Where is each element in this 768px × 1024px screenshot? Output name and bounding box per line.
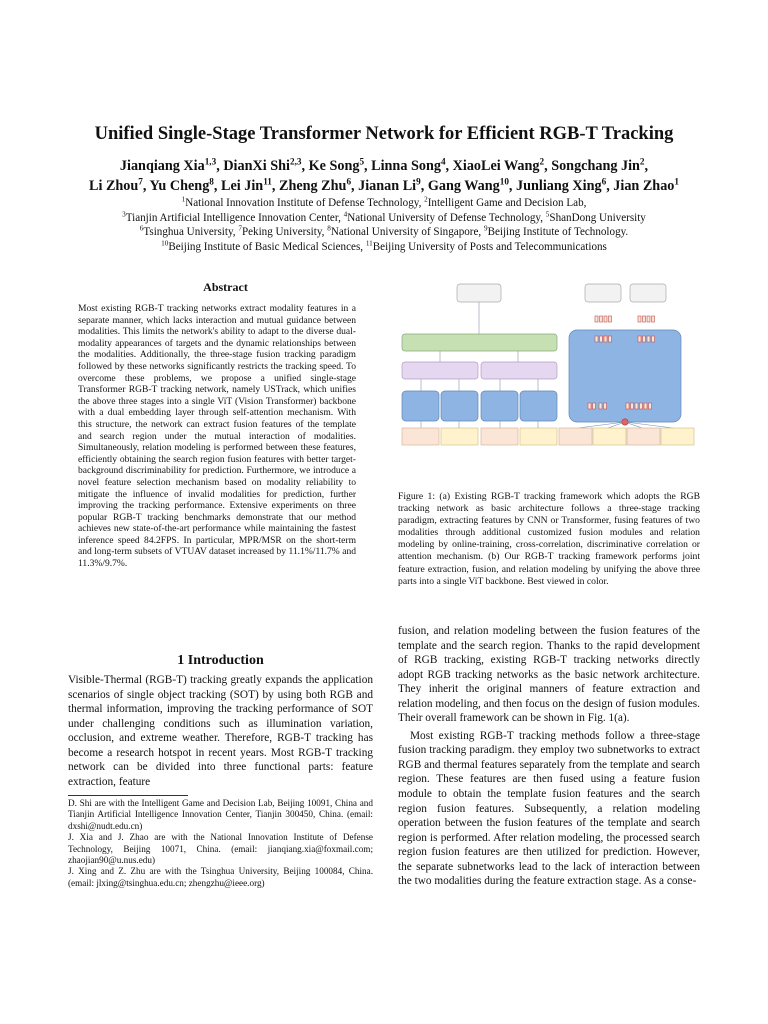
- input-image: [481, 428, 518, 445]
- affiliation-mark: 5: [545, 209, 550, 218]
- author-affiliation-mark: 1: [674, 176, 679, 187]
- introduction-text: Visible-Thermal (RGB-T) tracking greatly expands the application scenarios of single object tracking (SOT) by using both RGB and thermal information, improving the tracking performance of SOT under challenging conditions such as illumination variation, occlusion, and extreme weather. Therefore, RGB-T tracking has become a research hotspot in recent years. Most RGB-T tracking network can be divided into three functional parts: feature extraction, feature: [68, 674, 373, 788]
- affiliation-mark: 10: [161, 238, 169, 247]
- affiliation-name: National University of Defense Technology,: [347, 211, 546, 224]
- left-framework: [402, 284, 557, 445]
- footnote: D. Shi are with the Intelligent Game and Decision Lab, Beijing 10091, China and Tianjin Artificial Intelligence Innovation Center, Tianjin 300450, China. (email: dxshi@nudt.edu.cn): [68, 798, 373, 831]
- affiliation-name: Tsinghua University,: [143, 226, 239, 238]
- affiliation-name: Intelligent Game and Decision Lab,: [427, 197, 587, 209]
- author-name: Jianan Li: [358, 178, 417, 194]
- input-image: [593, 428, 626, 445]
- affiliation-name: Peking University,: [241, 226, 328, 238]
- affiliation-line-2: [30, 211, 738, 226]
- paragraph: fusion, and relation modeling between the fusion features of the template and the search region. Thanks to the rapid development of RGB tracking, existing RGB-T tracking networks directly adopt RGB tracking networks as the basic network architecture. They inherit the original manners of feature extraction and relation modeling, and then focus on the design of fusion modules. Their overall framework can be shown in Fig. 1(a).: [398, 625, 700, 725]
- author-affiliation-mark: 1,3: [204, 156, 217, 167]
- author-name: Linna Song: [371, 158, 441, 174]
- affiliation-mark: 3: [122, 209, 126, 218]
- author-affiliation-mark: 7: [138, 176, 143, 187]
- backbone-block: [402, 391, 439, 421]
- affiliation-line-1: [30, 196, 738, 211]
- vit-backbone-block: [569, 330, 681, 422]
- backbone-block: [481, 391, 518, 421]
- author-name: DianXi Shi: [223, 158, 290, 174]
- input-image: [559, 428, 592, 445]
- author-name: Lei Jin: [221, 178, 264, 194]
- paragraph: Most existing RGB-T tracking methods follow a three-stage fusion tracking paradigm. they employ two subnetworks to extract RGB and thermal features separately from the template and search region. These features are then fused using a feature fusion module to obtain the template fusion features and the search region fusion features. Subsequently, a relation modeling operation between the fusion features of the template and search region is performed. After relation modeling, the processed search region fusion features are then utilized for prediction. However, the separate subnetworks lead to the lack of interaction between the two modalities during the feature extraction stage. As a conse-: [398, 729, 700, 888]
- author-affiliation-mark: 2: [539, 156, 545, 167]
- author-name: Zheng Zhu: [279, 178, 347, 194]
- selected-tokens: [595, 316, 655, 322]
- backbone-block: [441, 391, 478, 421]
- relation-modeling-block: [402, 334, 557, 351]
- affiliation-mark: 9: [483, 224, 488, 233]
- output-box: [457, 284, 501, 302]
- affiliation-mark: 8: [327, 224, 331, 233]
- affiliation-name: National University of Singapore,: [330, 226, 484, 238]
- figure-1-diagram: [392, 276, 700, 451]
- author-affiliation-mark: 5: [359, 156, 365, 167]
- output-box: [585, 284, 621, 302]
- affiliations: [30, 196, 738, 254]
- input-image: [661, 428, 694, 445]
- embedding-node: [622, 419, 628, 425]
- affiliation-name: Beijing Institute of Technology.: [487, 226, 629, 238]
- affiliation-mark: 1: [181, 195, 186, 204]
- fusion-module-block: [481, 362, 557, 379]
- author-affiliation-mark: 4: [440, 156, 446, 167]
- abstract-text: Most existing RGB-T tracking networks extract modality features in a separate manner, which lacks interaction and mutual guidance between modalities. This limits the network's ability to adapt to the diverse dual-modality appearances of targets and the dynamic relationships between the modalities. Additionally, the three-stage fusion tracking paradigm followed by these networks significantly restricts the tracking speed. To overcome these problems, we propose a unified single-stage Transformer RGB-T tracking network, namely USTrack, which unifies the above three stages into a single ViT (Vision Transformer) backbone with a dual embedding layer through self-attention mechanism. With this structure, the network can extract fusion features of the template and search region under the mutual interaction of modalities. Simultaneously, relation modeling is performed between these features, efficiently obtaining the search region fusion features with better target-background discriminability for prediction. Furthermore, we introduce a novel feature selection mechanism based on modality reliability to mitigate the influence of invalid modalities for prediction, further improving the tracking performance. Extensive experiments on three popular RGB-T tracking benchmarks demonstrate that our method achieves new state-of-the-art performance while maintaining the fastest inference speed 84.2FPS. In particular, MPR/MSR on the short-term and long-term subsets of VTUAV dataset increased by 11.1%/11.7% and 11.3%/9.7%.: [78, 303, 356, 570]
- author-affiliation-mark: 6: [601, 176, 607, 187]
- author-name: Li Zhou: [89, 178, 139, 194]
- input-image: [627, 428, 660, 445]
- affiliation-mark: 7: [238, 224, 242, 233]
- abstract-heading: Abstract: [203, 280, 248, 294]
- affiliation-mark: 11: [365, 238, 373, 247]
- author-name: Gang Wang: [427, 178, 500, 194]
- footnotes: [68, 798, 373, 889]
- affiliation-mark: 2: [424, 195, 428, 204]
- backbone-block: [520, 391, 557, 421]
- author-list: [40, 156, 728, 196]
- author-name: Jian Zhao: [613, 178, 675, 194]
- section-heading-introduction: 1 Introduction: [177, 653, 264, 668]
- fusion-module-block: [402, 362, 478, 379]
- author-affiliation-mark: 11: [263, 176, 272, 187]
- abstract-heading-wrap: [78, 280, 373, 305]
- author-affiliation-mark: 8: [209, 176, 214, 187]
- author-line-2: Li Zhou$^7$, Yu Cheng$^8$, Lei Jin$^{11}$, Zheng Zhu$^6$, Jianan Li$^9$, Gang Wang$^{10}$, Junliang Xing$^6$, Jian Zhao$^1$: [89, 176, 679, 194]
- affiliation-name: Tianjin Artificial Intelligence Innovation Center,: [125, 211, 344, 224]
- output-box: [630, 284, 666, 302]
- input-image: [402, 428, 439, 445]
- author-name: Junliang Xing: [516, 178, 602, 194]
- affiliation-line-4: [30, 240, 738, 255]
- paper-title: Unified Single-Stage Transformer Network for Efficient RGB-T Tracking: [94, 124, 674, 144]
- figure-1-caption: Figure 1: (a) Existing RGB-T tracking framework which adopts the RGB tracking network as basic architecture follows a three-stage tracking paradigm, extracting features by CNN or Transformer, fusing features of two modalities through additional customized fusion modules and relation modeling by online-training, cross-correlation, discriminative correlation or attention mechanism. (b) Our RGB-T tracking framework performs joint feature extraction, fusion, and relation modeling by unifying the above three parts into a single ViT backbone. Best viewed in color.: [398, 491, 700, 587]
- author-affiliation-mark: 10: [499, 176, 509, 187]
- footnote: J. Xia and J. Zhao are with the National Innovation Institute of Defense Technology, Beijing 10071, China. (email: jianqiang.xia@foxmail.com; zhaojian90@u.nus.edu): [68, 832, 373, 866]
- author-name: Yu Cheng: [149, 178, 210, 194]
- footnote-divider: [68, 795, 188, 796]
- affiliation-name: Beijing Institute of Basic Medical Sciences,: [168, 240, 366, 253]
- input-image: [441, 428, 478, 445]
- right-column-text: [398, 624, 700, 889]
- author-affiliation-mark: 2,3: [289, 156, 302, 167]
- author-name: XiaoLei Wang: [452, 158, 540, 174]
- author-affiliation-mark: 9: [416, 176, 421, 187]
- author-name: Jianqiang Xia: [119, 158, 205, 174]
- author-name: Songchang Jin: [551, 158, 640, 174]
- affiliation-mark: 4: [343, 209, 348, 218]
- author-affiliation-mark: 6: [346, 176, 352, 187]
- author-name: Ke Song: [308, 158, 360, 174]
- affiliation-line-3: [30, 225, 738, 240]
- input-image: [520, 428, 557, 445]
- footnote: J. Xing and Z. Zhu are with the Tsinghua University, Beijing 100084, China. (email: jlxing@tsinghua.edu.cn; zhengzhu@ieee.org): [68, 866, 373, 888]
- affiliation-mark: 6: [139, 224, 144, 233]
- affiliation-name: Beijing University of Posts and Telecommunications: [372, 240, 607, 253]
- affiliation-name: ShanDong University: [549, 211, 646, 224]
- author-line-1: Jianqiang Xia$^{1,3}$, DianXi Shi$^{2,3}$, Ke Song$^5$, Linna Song$^4$, XiaoLei Wang$^2$, Songchang Jin$^2$,: [119, 156, 649, 174]
- author-affiliation-mark: 2: [639, 156, 645, 167]
- right-framework: [559, 284, 694, 445]
- affiliation-name: National Innovation Institute of Defense Technology,: [185, 197, 425, 209]
